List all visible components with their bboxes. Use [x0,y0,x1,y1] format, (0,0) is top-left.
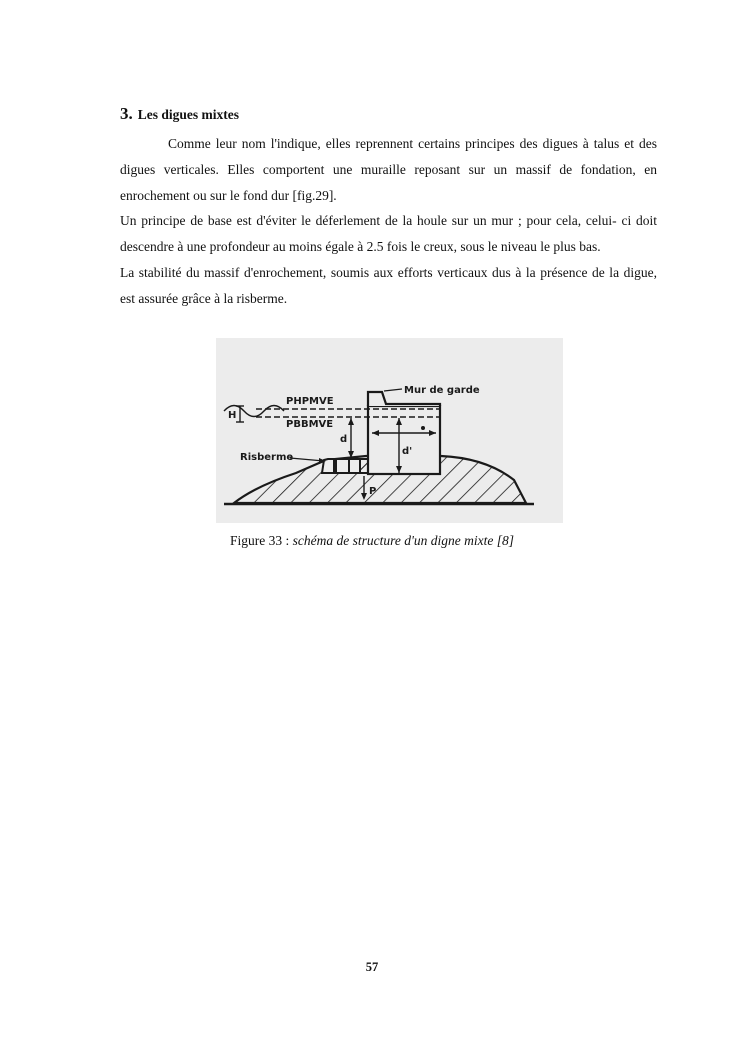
section-heading [120,104,239,125]
label-d: d [340,434,348,445]
section-number: 3. [120,104,133,123]
mur-label-leader [384,389,402,391]
d-dimension [348,418,354,458]
paragraph-3: La stabilité du massif d'enrochement, soumis aux efforts verticaux dus à la présence de la digue, est assurée grâce à la risberme. [120,264,657,306]
label-h: H [228,410,237,421]
label-risberme: Risberme [240,452,294,463]
caption-prefix: Figure 33 : [230,533,293,548]
section-title: Les digues mixtes [137,107,239,122]
label-p: P [369,486,377,497]
risberme-blocks [322,459,368,473]
caption-description: schéma de structure d'un digne mixte [8] [292,533,514,548]
risberme-label-leader [290,458,324,461]
page-number: 57 [365,960,379,974]
figure-caption [0,532,744,550]
label-d-prime: d' [402,446,413,457]
mixed-breakwater-diagram [216,338,563,523]
label-pbbmve: PBBMVE [286,419,334,430]
paragraph-1: Comme leur nom l'indique, elles reprennent certains principes des digues à talus et des digues verticales. Elles comportent une muraille reposant sur un massif de fondation, en enrochement ou sur le fond dur [fig.29]. [120,136,657,203]
paragraph-2: Un principe de base est d'éviter le déferlement de la houle sur un mur ; pour cela, celui- ci doit descendre à une profondeur au moins égale à 2.5 fois le creux, sous le niveau le plus bas. [120,213,657,255]
body-text [120,131,657,312]
label-mur-de-garde: Mur de garde [404,385,480,396]
h-dimension [236,406,244,422]
label-phpmve: PHPMVE [286,396,334,407]
